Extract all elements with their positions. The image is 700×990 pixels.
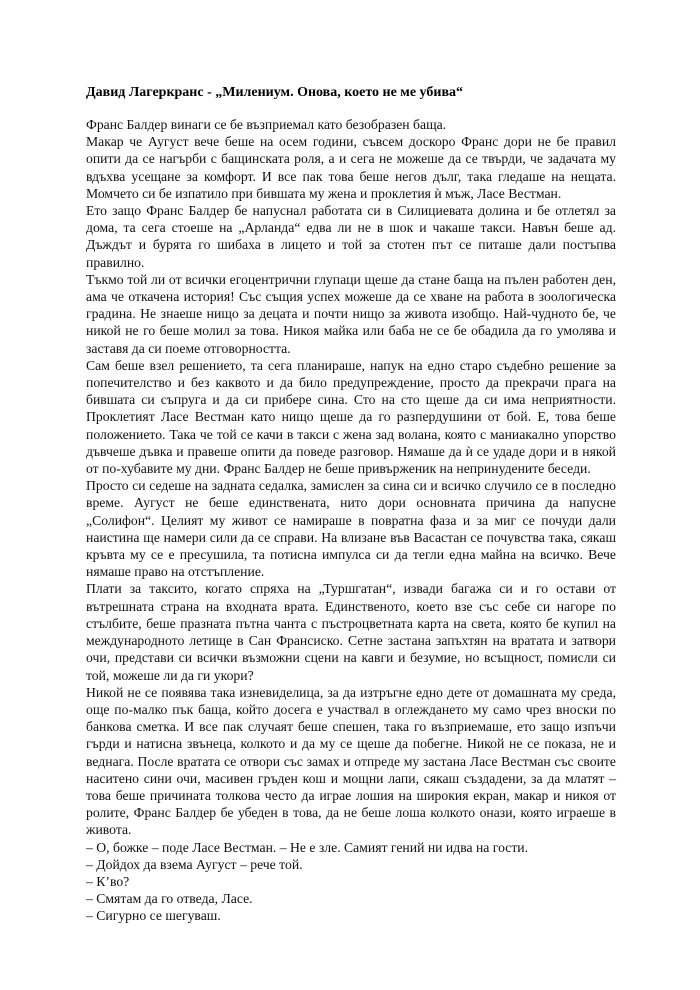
- dialogue-line: – О, божке – поде Ласе Вестман. – Не е зле. Самият гений ни идва на гости.: [86, 839, 529, 855]
- dialogue-line: – Сигурно се шегуваш.: [86, 908, 221, 924]
- document-body: [86, 116, 616, 925]
- paragraph: Ето защо Франс Балдер бе напуснал работата си в Силициевата долина и бе отлетял за дома, та сега стоеше на „Арланда“ едва ли не в шок и чакаше такси. Навън беше ад. Дъждът и бурята го шибаха в лицето и той за стотен път се питаше дали постъпва правилно.: [86, 203, 616, 270]
- paragraph: Тъкмо той ли от всички егоцентрични глупаци щеше да стане баща на пълен работен ден, ама че откачена история! Със същия успех можеше да се хване на работа в зоологическа градина. Не знаеше нищо за децата и почти нищо за живота изобщо. Най-чудното бе, че никой не го беше молил за това. Никоя майка или баба не се бе обадила да го умолява и заставя да си поеме отговорността.: [86, 271, 616, 356]
- paragraph: Франс Балдер винаги се бе възприемал като безобразен баща.: [86, 117, 447, 132]
- paragraph: Плати за таксито, когато спряха на „Туршгатан“, извади багажа си и го остави от вътрешната страна на входната врата. Единственото, което взе със себе си нагоре по стълбите, беше празната пътна чанта с пъстроцветната карта на света, която бе купил на международното летище в Сан Франсиско. Сетне застана запъхтян на вратата и затвори очи, представи си всички възможни сцени на кавги и безумие, но всъщност, помисли си той, можеше ли да ги укори?: [86, 581, 616, 683]
- paragraph: Макар че Аугуст вече беше на осем години, съвсем доскоро Франс дори не бе правил опити да се нагърби с бащинската роля, а и сега не можеше да се твърди, че задачата му вдъхва усещане за комфорт. И все пак това беше негов дълг, така гледаше на нещата. Момчето си бе изпатило при бившата му жена и проклетия ѝ мъж, Ласе Вестман.: [86, 134, 616, 201]
- paragraph: Никой не се появява така изневиделица, за да изтръгне едно дете от домашната му среда, още по-малко пък баща, който досега е участвал в оглеждането му само чрез вноски по банкова сметка. И все пак случаят беше спешен, така го възприемаше, ето защо изпъчи гърди и натисна звънеца, колкото и да му се щеше да побегне. Никой не се показа, не и веднага. После вратата се отвори със замах и отпреде му застана Ласе Вестман със своите наситено сини очи, масивен гръден кош и мощни лапи, сякаш създадени, за да млатят – това беше причината толкова често да играе лошия на широкия екран, макар и никоя от ролите, Франс Балдер бе убеден в това, да не беше лоша колкото онази, която играеше в живота.: [86, 684, 616, 838]
- document-title: Давид Лагеркранс - „Милениум. Онова, което не ме убива“: [86, 85, 464, 100]
- dialogue-line: – Смятам да го отведа, Ласе.: [86, 891, 253, 907]
- dialogue-line: – Дойдох да взема Аугуст – рече той.: [86, 856, 303, 872]
- paragraph: Просто си седеше на задната седалка, замислен за сина си и всичко случило се в последно време. Аугуст не беше единствената, нито дори основната причина да напусне „Солифон“. Целият му живот се намираше в повратна фаза и за миг се почуди дали наистина ще намери сили да се справи. На влизане във Васастан се почувства така, сякаш кръвта му се е пресушила, та потисна импулса си да тегли една майна на всичко. Вече нямаше право на отстъпление.: [86, 478, 616, 580]
- paragraph: Сам беше взел решението, та сега планираше, напук на едно старо съдебно решение за попечителство и без каквото и да било предупреждение, просто да прекрачи прага на бившата си съпруга и да си прибере сина. Сто на сто щеше да си има неприятности. Проклетият Ласе Вестман като нищо щеше да го разпердушини от бой. Е, това беше положението. Така че той се качи в такси с жена зад волана, която с маниакално упорство дъвчеше дъвка и правеше опити да поведе разговор. Нямаше да ѝ се удаде дори и в някой от по-хубавите му дни. Франс Балдер не беше привърженик на непринудените беседи.: [86, 357, 616, 477]
- dialogue-line: – К’во?: [86, 873, 130, 889]
